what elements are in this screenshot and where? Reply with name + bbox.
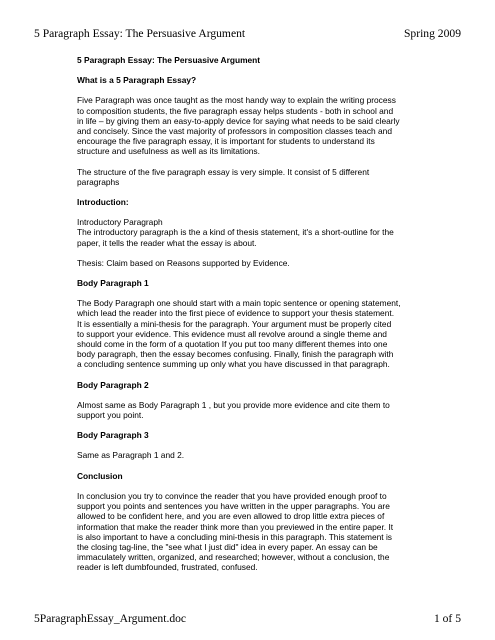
- text-line: the closing tag-line, the "see what I just did" idea in every paper. An essay can be: [77, 541, 378, 552]
- text-line: support you point.: [77, 410, 144, 421]
- text-line: paper, it tells the reader what the essay is about.: [77, 237, 257, 248]
- running-header: [34, 27, 461, 41]
- paragraph-body-1: [77, 298, 440, 369]
- section-heading-conclusion: Conclusion: [77, 470, 123, 481]
- text-line: information that make the reader think more than you previewed in the entire paper. It: [77, 521, 394, 532]
- text-line: The structure of the five paragraph essay is very simple. It consist of 5 different: [77, 166, 370, 177]
- thesis-line: Thesis: Claim based on Reasons supported by Evidence.: [77, 257, 290, 268]
- text-line: Five Paragraph was once taught as the most handy way to explain the writing process: [77, 95, 396, 106]
- text-line: Almost same as Body Paragraph 1 , but you provide more evidence and cite them to: [77, 399, 390, 410]
- text-line: to support your evidence. This evidence must all revolve around a single theme and: [77, 328, 387, 339]
- text-line: structure and usefulness as well as its limitations.: [77, 146, 260, 157]
- header-title: 5 Paragraph Essay: The Persuasive Argument: [34, 27, 246, 40]
- paragraph-conclusion: [77, 491, 440, 573]
- text-line: allowed to be confident here, and you are even allowed to drop little extra pieces of: [77, 511, 385, 522]
- text-line: a concluding sentence summing up only what you have discussed in that paragraph.: [77, 359, 390, 370]
- paragraph-structure: [77, 167, 440, 187]
- text-line: reader is left dumbfounded, frustrated, confused.: [77, 562, 258, 573]
- footer-page-number: 1 of 5: [433, 612, 461, 625]
- paragraph-intro: [77, 95, 440, 156]
- text-line: The introductory paragraph is the a kind of thesis statement, it's a short-outline for the: [77, 227, 394, 238]
- footer-filename: 5ParagraphEssay_Argument.doc: [34, 612, 187, 625]
- document-title: 5 Paragraph Essay: The Persuasive Argument: [77, 55, 261, 65]
- running-footer: [34, 612, 461, 626]
- text-line: Same as Paragraph 1 and 2.: [77, 450, 185, 461]
- text-line: which lead the reader into the first piece of evidence to support your thesis statement.: [77, 308, 395, 319]
- section-heading-body-2: Body Paragraph 2: [77, 379, 149, 390]
- text-line: encourage the five paragraph essay, it is important for students to understand its: [77, 136, 375, 147]
- text-line: support you points and sentences you have written in the upper paragraphs. You are: [77, 501, 390, 512]
- text-line: In conclusion you try to convince the reader that you have provided enough proof to: [77, 490, 387, 501]
- text-line: It is essentially a mini-thesis for the paragraph. Your argument must be properly cited: [77, 318, 392, 329]
- text-line: and concisely. Since the vast majority of professors in composition classes teach and: [77, 126, 392, 137]
- paragraph-introductory: [77, 217, 440, 248]
- section-heading-what-is: What is a 5 Paragraph Essay?: [77, 75, 197, 86]
- section-heading-body-1: Body Paragraph 1: [77, 278, 149, 289]
- text-line: The Body Paragraph one should start with a main topic sentence or opening statement,: [77, 298, 401, 309]
- text-line: immaculately written, organized, and researched; however, without a conclusion, the: [77, 552, 390, 563]
- subheading-introductory: Introductory Paragraph: [77, 217, 163, 228]
- section-heading-introduction: Introduction:: [77, 197, 129, 208]
- document-body: [77, 55, 440, 583]
- text-line: should come in the form of a quotation If you put too many different themes into one: [77, 339, 388, 350]
- text-line: to composition students, the five paragraph essay helps students - both in school and: [77, 105, 394, 116]
- section-heading-body-3: Body Paragraph 3: [77, 430, 149, 441]
- text-line: is also important to have a concluding mini-thesis in this paragraph. This statement is: [77, 531, 392, 542]
- paragraph-body-3: [77, 450, 440, 460]
- header-term: Spring 2009: [403, 27, 461, 40]
- paragraph-body-2: [77, 400, 440, 420]
- text-line: in life – by giving them an easy-to-apply device for saying what needs to be said clearly: [77, 115, 400, 126]
- text-line: body paragraph, then the essay becomes confusing. Finally, finish the paragraph with: [77, 349, 394, 360]
- text-line: paragraphs: [77, 176, 120, 187]
